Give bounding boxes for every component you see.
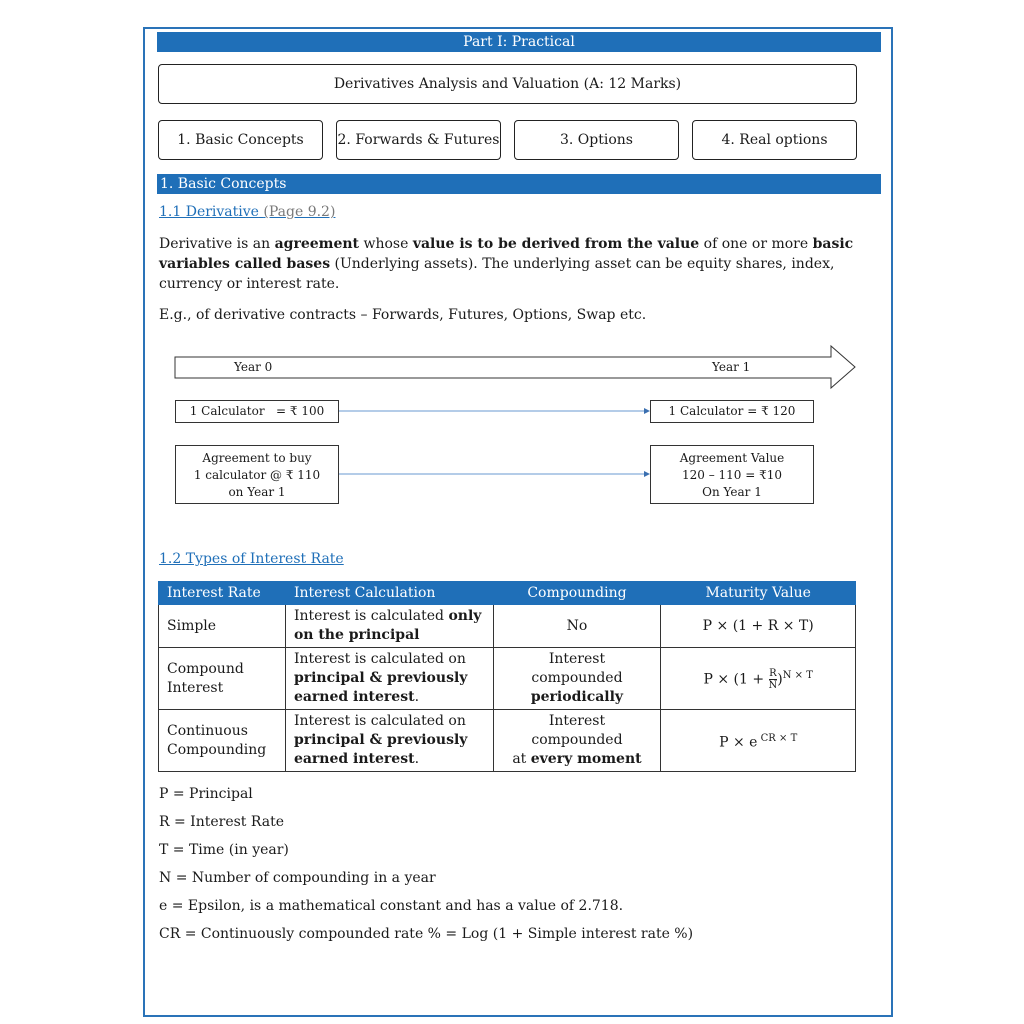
agreement-line: 1 calculator @ ₹ 110: [193, 468, 321, 482]
rate-name: [159, 648, 286, 710]
bold-text: periodically: [530, 689, 624, 705]
definition-item: P = Principal: [159, 786, 253, 802]
rate-name: [159, 710, 286, 772]
text: whose: [359, 236, 413, 252]
column-header: Compounding: [493, 582, 661, 605]
text: Derivative is an: [159, 236, 275, 252]
text: Interest is calculated: [293, 608, 449, 624]
bold-text: every moment: [530, 751, 642, 767]
rate-compounding: [493, 648, 661, 710]
formula-text: P × e: [719, 734, 758, 751]
rate-calculation: [285, 605, 493, 648]
text: Interest is calculated on: [293, 651, 466, 667]
table-header-row: [159, 582, 856, 605]
bold-text: principal & previously earned interest: [293, 732, 468, 767]
timeline-arrow: [175, 346, 855, 388]
table-row: [159, 710, 856, 772]
exponent: CR × T: [757, 732, 798, 744]
bold-text: agreement: [274, 236, 360, 252]
maturity-value: [661, 648, 856, 710]
table-row: [159, 605, 856, 648]
text: Interest compounded: [531, 651, 623, 686]
fraction: [769, 668, 778, 691]
topic-label: 4. Real options: [721, 132, 828, 148]
agreement-line: Agreement to buy: [202, 451, 312, 465]
year0-label: Year 0: [234, 360, 273, 374]
subsection-title: 1.2 Types of Interest Rate: [159, 551, 344, 567]
definition-item: T = Time (in year): [159, 842, 289, 858]
examples-label: E.g., of derivative contracts – Forwards, Futures, Options, Swap etc.: [159, 307, 647, 323]
definition-item: CR = Continuously compounded rate % = Log (1 + Simple interest rate %): [159, 926, 694, 942]
page-reference[interactable]: (Page 9.2): [263, 204, 336, 220]
column-header: Maturity Value: [661, 582, 856, 605]
text: Interest compounded: [531, 713, 623, 748]
subsection-title: 1.1 Derivative: [159, 204, 259, 220]
agreement-value-box: [650, 445, 814, 504]
column-header: Interest Calculation: [285, 582, 493, 605]
text: .: [414, 751, 420, 767]
agreement-value-line: On Year 1: [702, 485, 762, 499]
text: Interest: [167, 679, 224, 696]
interest-rate-table: [158, 581, 856, 772]
calculator-now-box: [175, 400, 339, 423]
column-header: Interest Rate: [159, 582, 286, 605]
bold-text: value is to be derived from the value: [412, 236, 700, 252]
text: at: [512, 751, 531, 767]
formula-text: ): [777, 671, 783, 688]
rate-name: Simple: [159, 605, 286, 648]
definition-item: R = Interest Rate: [159, 814, 284, 830]
topic-label: 1. Basic Concepts: [177, 132, 304, 148]
agreement-line: on Year 1: [228, 485, 286, 499]
topic-label: 3. Options: [560, 132, 633, 148]
definition-item: N = Number of compounding in a year: [159, 870, 436, 886]
exponent: N × T: [782, 669, 813, 681]
rate-calculation: [285, 710, 493, 772]
section-title: 1. Basic Concepts: [160, 176, 287, 192]
numerator: R: [769, 668, 777, 680]
agreement-box: [175, 445, 339, 504]
rate-calculation: [285, 648, 493, 710]
subsection-interest-rate: [159, 551, 344, 567]
rate-compounding: [493, 710, 661, 772]
calculator-later-label: 1 Calculator = ₹ 120: [668, 404, 796, 418]
calculator-now-label: 1 Calculator = ₹ 100: [189, 404, 325, 418]
agreement-value-line: 120 – 110 = ₹10: [681, 468, 783, 482]
text: Compound: [167, 660, 244, 677]
text: .: [414, 689, 420, 705]
text: (Underlying assets). The underlying asset can be equity shares, index, currency or interest rate.: [159, 256, 835, 292]
text: Interest is calculated on: [293, 713, 466, 729]
text: Continuous: [167, 722, 248, 739]
text: Compounding: [167, 741, 267, 758]
definition-item: e = Epsilon, is a mathematical constant and has a value of 2.718.: [159, 898, 624, 914]
table-row: [159, 648, 856, 710]
calculator-later-box: [650, 400, 814, 423]
denominator: N: [768, 680, 778, 692]
rate-compounding: No: [493, 605, 661, 648]
text: of one or more: [699, 236, 813, 252]
subject-label: Derivatives Analysis and Valuation (A: 12 Marks): [333, 76, 682, 92]
year1-label: Year 1: [712, 360, 751, 374]
bold-text: basic variables called bases: [159, 236, 854, 272]
maturity-value: [661, 710, 856, 772]
topic-label: 2. Forwards & Futures: [337, 132, 500, 148]
formula-text: P × (1 +: [703, 671, 769, 688]
part-title: Part I: Practical: [463, 34, 575, 50]
agreement-value-line: Agreement Value: [679, 451, 785, 465]
bold-text: only on the principal: [293, 608, 482, 643]
maturity-value: P × (1 + R × T): [661, 605, 856, 648]
bold-text: principal & previously earned interest: [293, 670, 468, 705]
